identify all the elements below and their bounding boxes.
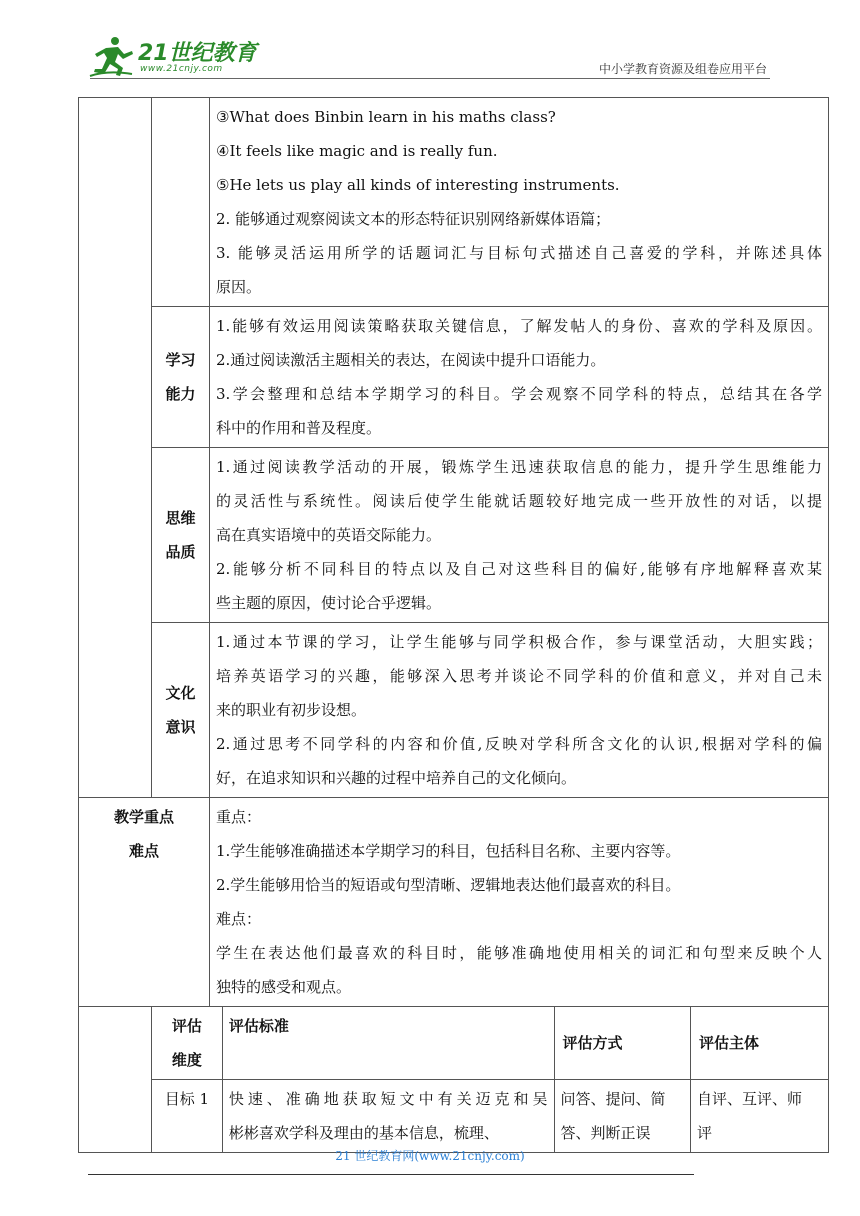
assessment-table-cell [152, 1007, 829, 1153]
outer-label-cell [79, 98, 152, 798]
header-dimension [152, 1007, 222, 1080]
assessment-header-row [152, 1007, 828, 1080]
runner-icon [88, 34, 138, 78]
label-line: 意识 [165, 718, 196, 736]
label-line: 文化 [165, 684, 196, 702]
label-line: 能力 [165, 385, 196, 403]
footer-link[interactable]: 21 世纪教育网(www.21cnjy.com) [335, 1149, 525, 1163]
logo-url: www.21cnjy.com [140, 64, 223, 74]
text-line: 来的职业有初步设想。 [216, 701, 367, 719]
lesson-plan-table [78, 97, 829, 1153]
label-line: 教学重点 [113, 808, 174, 826]
text-line: 2. 能够通过观察阅读文本的形态特征识别网络新媒体语篇； [216, 210, 611, 228]
cell-text: 快速、准确地获取短文中有关迈克和吴 [228, 1090, 548, 1108]
table-row [79, 1007, 829, 1153]
text-line: 1.学生能够准确描述本学期学习的科目，包括科目名称、主要内容等。 [216, 842, 681, 860]
logo-text: 21世纪教育 [138, 41, 257, 66]
text-line: 培养英语学习的兴趣，能够深入思考并谈论不同学科的价值和意义，并对自己未 [216, 667, 822, 685]
text-line: 3.学会整理和总结本学期学习的科目。学会观察不同学科的特点，总结其在各学 [216, 385, 822, 403]
text-line: 学生在表达他们最喜欢的科目时，能够准确地使用相关的词汇和句型来反映个人 [216, 944, 822, 962]
text-line: 原因。 [216, 278, 262, 296]
header-standard [222, 1007, 554, 1080]
header-divider [90, 78, 770, 79]
header-label: 评估方式 [562, 1034, 623, 1052]
text-line: 独特的感受和观点。 [216, 978, 352, 996]
text-line: 2.能够分析不同科目的特点以及自己对这些科目的偏好,能够有序地解释喜欢某 [216, 560, 822, 578]
header-label: 评估 [171, 1017, 202, 1035]
table-row [79, 623, 829, 798]
text-line: 2.通过思考不同学科的内容和价值,反映对学科所含文化的认识,根据对学科的偏 [216, 735, 822, 753]
text-line: 1.通过阅读教学活动的开展，锻炼学生迅速获取信息的能力，提升学生思维能力 [216, 458, 822, 476]
assessment-table [152, 1007, 828, 1152]
section-content-culture [210, 623, 829, 798]
section-content-learning [210, 307, 829, 448]
text-line: 难点： [216, 910, 262, 928]
text-line: 重点： [216, 808, 262, 826]
text-line: 高在真实语境中的英语交际能力。 [216, 526, 442, 544]
header-label: 评估主体 [698, 1034, 759, 1052]
page-header [0, 0, 860, 92]
cell-text: 评 [696, 1124, 712, 1142]
assessment-label-cell [79, 1007, 152, 1153]
table-row [79, 798, 829, 1007]
text-line: ③What does Binbin learn in his maths class? [216, 108, 556, 126]
label-line: 难点 [128, 842, 159, 860]
header-label: 评估标准 [228, 1017, 289, 1035]
label-line: 学习 [165, 351, 196, 369]
section-label-thinking [152, 448, 210, 623]
cell-text: 问答、提问、简 [560, 1090, 666, 1108]
table-row [79, 448, 829, 623]
platform-name: 中小学教育资源及组卷应用平台 [598, 62, 767, 76]
text-line: 的灵活性与系统性。阅读后使学生能就话题较好地完成一些开放性的对话，以提 [216, 492, 822, 510]
inner-label-cell [152, 98, 210, 307]
key-points-label [79, 798, 210, 1007]
table-row [79, 307, 829, 448]
text-line: 科中的作用和普及程度。 [216, 419, 382, 437]
objectives-continued-cell [210, 98, 829, 307]
header-label: 维度 [171, 1051, 202, 1069]
table-row [79, 98, 829, 307]
text-line: ⑤He lets us play all kinds of interesting instruments. [216, 176, 620, 194]
label-line: 思维 [165, 509, 196, 527]
cell-text: 自评、互评、师 [696, 1090, 802, 1108]
assessment-row [152, 1080, 828, 1153]
row-dimension [152, 1080, 222, 1153]
cell-text: 彬彬喜欢学科及理由的基本信息，梳理、 [228, 1124, 499, 1142]
text-line: 3. 能够灵活运用所学的话题词汇与目标句式描述自己喜爱的学科，并陈述具体 [216, 244, 822, 262]
row-method [554, 1080, 690, 1153]
text-line: 1.能够有效运用阅读策略获取关键信息，了解发帖人的身份、喜欢的学科及原因。 [216, 317, 822, 335]
label-line: 品质 [165, 543, 196, 561]
page-footer[interactable] [0, 1147, 860, 1164]
header-method [554, 1007, 690, 1080]
text-line: 些主题的原因，使讨论合乎逻辑。 [216, 594, 442, 612]
cell-text: 答、判断正误 [560, 1124, 651, 1142]
key-points-content [210, 798, 829, 1007]
text-line: ④It feels like magic and is really fun. [216, 142, 498, 160]
section-label-culture [152, 623, 210, 798]
section-label-learning [152, 307, 210, 448]
text-line: 好，在追求知识和兴趣的过程中培养自己的文化倾向。 [216, 769, 577, 787]
text-line: 2.学生能够用恰当的短语或句型清晰、逻辑地表达他们最喜欢的科目。 [216, 876, 681, 894]
cell-text: 目标 1 [164, 1090, 210, 1108]
section-content-thinking [210, 448, 829, 623]
row-subject [690, 1080, 828, 1153]
footer-divider [88, 1174, 694, 1175]
text-line: 2.通过阅读激活主题相关的表达，在阅读中提升口语能力。 [216, 351, 606, 369]
row-standard [222, 1080, 554, 1153]
site-logo[interactable] [88, 34, 258, 80]
text-line: 1.通过本节课的学习，让学生能够与同学积极合作，参与课堂活动，大胆实践； [216, 633, 822, 651]
header-subject [690, 1007, 828, 1080]
